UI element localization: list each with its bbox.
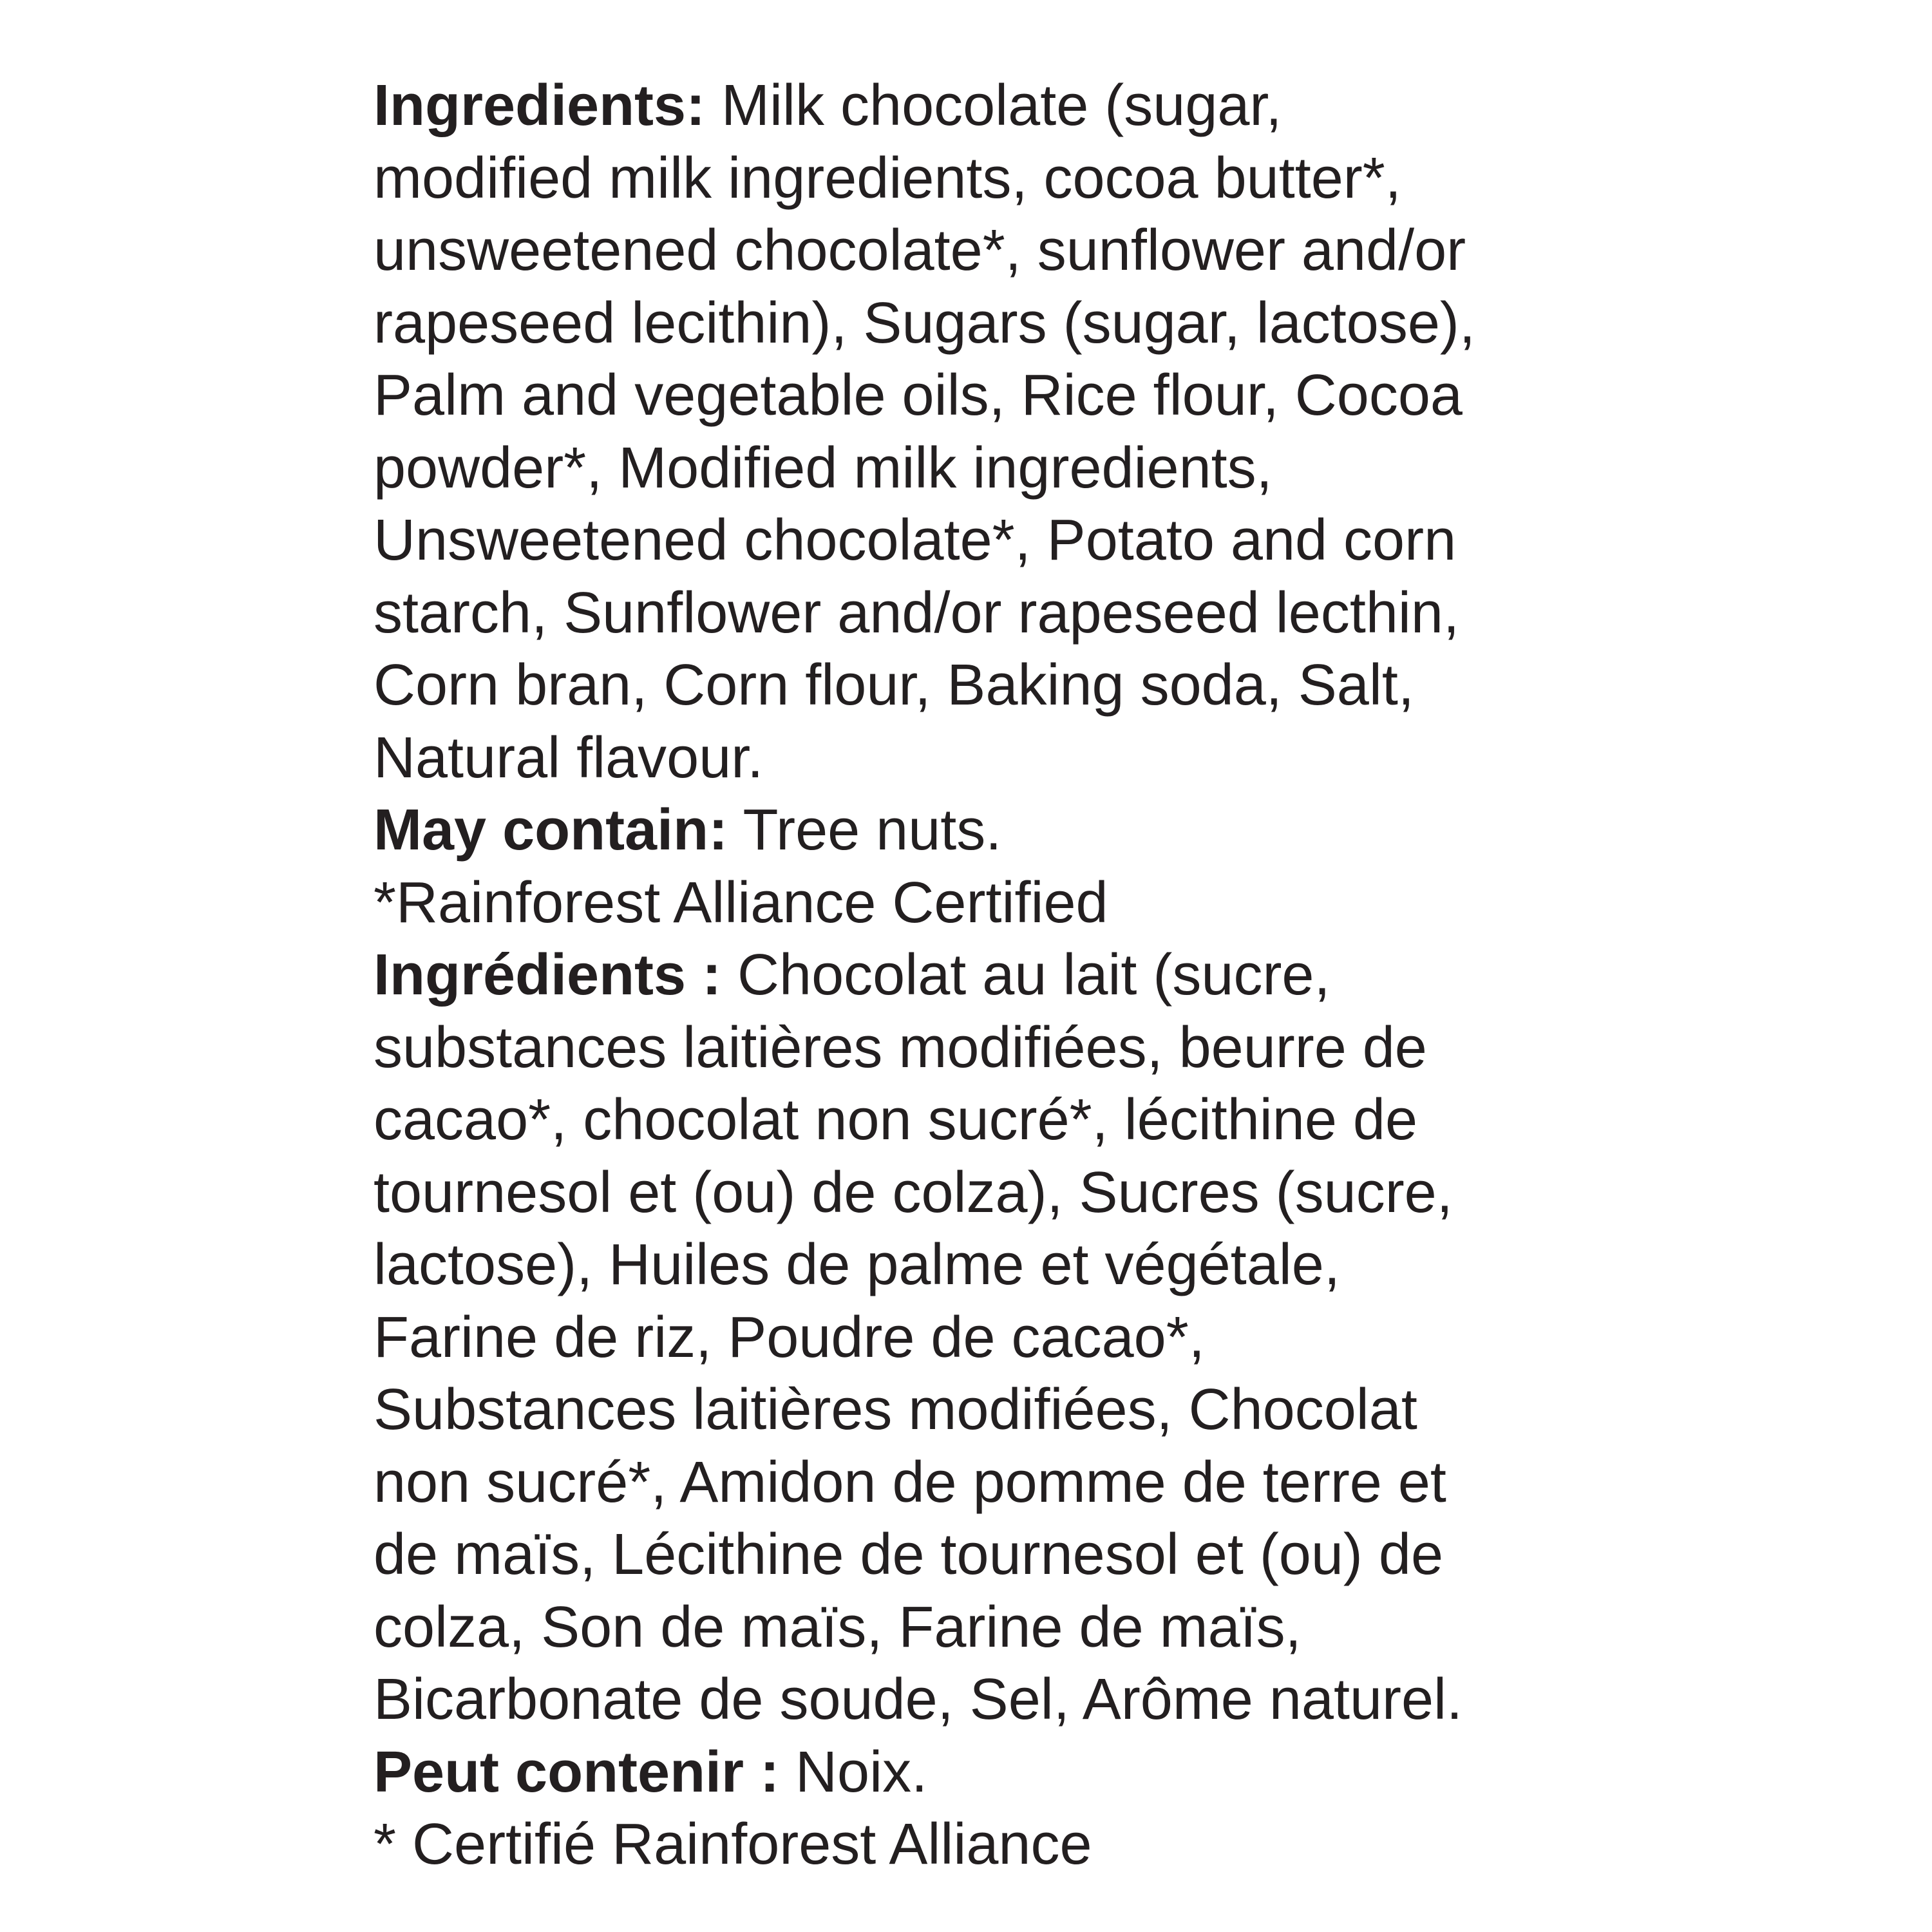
english-may-contain-text: Tree nuts. xyxy=(728,798,1002,862)
french-ingredients-line: Substances laitières modifiées, Chocolat xyxy=(374,1378,1417,1442)
french-ingredients-line: de maïs, Lécithine de tournesol et (ou) de xyxy=(374,1522,1444,1587)
french-ingredients-heading: Ingrédients : xyxy=(374,943,722,1007)
english-ingredients-line: powder*, Modified milk ingredients, xyxy=(374,435,1273,500)
english-ingredients-line: Unsweetened chocolate*, Potato and corn xyxy=(374,508,1457,573)
english-section xyxy=(374,70,1687,939)
english-may-contain xyxy=(374,794,1687,867)
english-may-contain-heading: May contain: xyxy=(374,798,728,862)
french-ingredients-line: Farine de riz, Poudre de cacao*, xyxy=(374,1305,1205,1370)
english-ingredients-line: Natural flavour. xyxy=(374,725,764,790)
french-ingredients-line: cacao*, chocolat non sucré*, lécithine de xyxy=(374,1088,1418,1152)
french-ingredients-line: substances laitières modifiées, beurre de xyxy=(374,1015,1427,1080)
english-ingredients-line: starch, Sunflower and/or rapeseed lecthin, xyxy=(374,580,1459,645)
french-may-contain xyxy=(374,1736,1687,1809)
french-ingredients-text: Chocolat au lait (sucre, xyxy=(721,943,1331,1007)
french-ingredients-line-1 xyxy=(374,939,1687,1012)
english-ingredients-line: modified milk ingredients, cocoa butter*, xyxy=(374,146,1401,211)
english-ingredients-line-1 xyxy=(374,70,1687,142)
english-ingredients-text: Milk chocolate (sugar, xyxy=(705,73,1282,138)
english-ingredients-line: rapeseed lecithin), Sugars (sugar, lactose), xyxy=(374,290,1475,355)
english-ingredients-line: unsweetened chocolate*, sunflower and/or xyxy=(374,218,1466,283)
ingredients-label xyxy=(374,70,1687,1881)
french-ingredients-line: Bicarbonate de soude, Sel, Arôme naturel. xyxy=(374,1667,1463,1732)
french-section xyxy=(374,939,1687,1881)
english-ingredients-line: Corn bran, Corn flour, Baking soda, Salt, xyxy=(374,653,1414,717)
french-certification: * Certifié Rainforest Alliance xyxy=(374,1812,1092,1877)
french-ingredients-line: tournesol et (ou) de colza), Sucres (sucre, xyxy=(374,1160,1453,1225)
english-certification: *Rainforest Alliance Certified xyxy=(374,870,1108,935)
french-ingredients-line: colza, Son de maïs, Farine de maïs, xyxy=(374,1595,1302,1660)
french-ingredients-line: non sucré*, Amidon de pomme de terre et xyxy=(374,1450,1446,1515)
english-ingredients-line: Palm and vegetable oils, Rice flour, Cocoa xyxy=(374,363,1463,428)
french-ingredients-line: lactose), Huiles de palme et végétale, xyxy=(374,1233,1340,1297)
french-may-contain-text: Noix. xyxy=(779,1739,928,1804)
french-may-contain-heading: Peut contenir : xyxy=(374,1739,780,1804)
english-ingredients-heading: Ingredients: xyxy=(374,73,706,138)
